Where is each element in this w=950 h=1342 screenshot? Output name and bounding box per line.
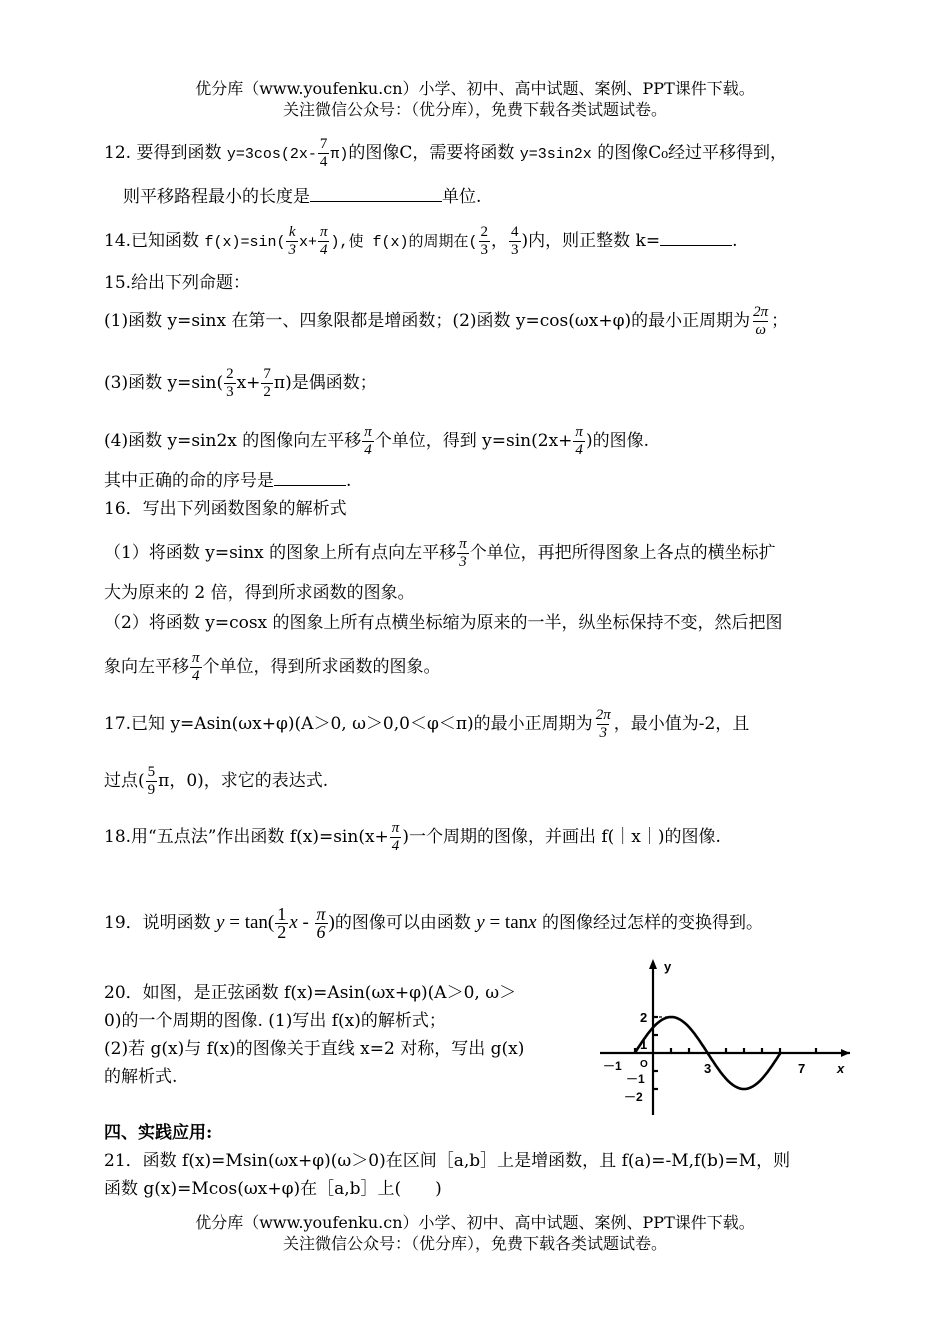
question-16-part-2-cont: 象向左平移 $\frac{\pi}{4}$ 个单位，得到所求函数的图象。 bbox=[104, 650, 441, 684]
question-20-line-4: 的解析式. bbox=[104, 1067, 178, 1087]
question-15-line-1: (1)函数 y=sinx 在第一、四象限都是增函数；(2)函数 y=cos(ωx+φ)的最小正周期为 $\frac{2\pi}{\omega}$ ； bbox=[104, 304, 789, 338]
question-16-title: 16．写出下列函数图象的解析式 bbox=[104, 499, 347, 519]
question-16-part-1-cont: 大为原来的 2 倍，得到所求函数的图象。 bbox=[104, 583, 415, 603]
footer-line-2: 关注微信公众号：（优分库），免费下载各类试题试卷。 bbox=[282, 1234, 667, 1253]
tick-label-y2: 2 bbox=[640, 1010, 648, 1025]
question-21-line-2: 函数 g(x)=Mcos(ωx+φ)在［a,b］上( ) bbox=[104, 1179, 442, 1199]
question-18: 18.用“五点法”作出函数 f(x)=sin(x+ $\frac{\pi}{4}$ )一个周期的图像，并画出 f(｜x｜)的图像. bbox=[104, 820, 721, 854]
question-15-answer: 其中正确的命的序号是 . bbox=[104, 471, 352, 491]
question-19: 19．说明函数 y = tan( $\frac{1}{2}$ x - $\frac{\pi}{6}$ )的图像可以由函数 y = tanx 的图像经过怎样的变换得到。 bbox=[104, 904, 763, 942]
tick-label-x3: 3 bbox=[704, 1061, 712, 1076]
question-16-part-1: （1）将函数 y=sinx 的图象上所有点向左平移 $\frac{\pi}{3}$ 个单位，再把所得图象上各点的横坐标扩 bbox=[104, 536, 776, 570]
question-15-line-3: (4)函数 y=sin2x 的图像向左平移 $\frac{\pi}{4}$ 个单位，得到 y=sin(2x+ $\frac{\pi}{4}$ )的图像. bbox=[104, 424, 649, 458]
page-header bbox=[0, 78, 950, 120]
header-line-2: 关注微信公众号：（优分库），免费下载各类试题试卷。 bbox=[282, 100, 667, 119]
y-axis-label: y bbox=[664, 959, 672, 974]
y-axis-arrow bbox=[649, 959, 657, 969]
question-20-line-2: 0)的一个周期的图像. (1)写出 f(x)的解析式； bbox=[104, 1011, 446, 1031]
header-line-1: 优分库（www.youfenku.cn）小学、初中、高中试题、案例、PPT课件下载。 bbox=[195, 79, 755, 98]
sine-graph bbox=[598, 955, 860, 1120]
page-footer bbox=[0, 1212, 950, 1254]
section-4-title: 四、实践应用: bbox=[104, 1123, 213, 1143]
tick-label-y1: 1 bbox=[640, 1037, 648, 1052]
answer-blank[interactable] bbox=[660, 245, 732, 246]
answer-blank[interactable] bbox=[310, 201, 442, 202]
tick-label-x7: 7 bbox=[798, 1061, 806, 1076]
tick-label-ym2: －2 bbox=[624, 1090, 643, 1104]
question-16-part-2: （2）将函数 y=cosx 的图象上所有点横坐标缩为原来的一半，纵坐标保持不变，然后把图 bbox=[104, 613, 783, 633]
question-12-line-2: 则平移路程最小的长度是 单位. bbox=[123, 187, 482, 207]
question-20-line-1: 20．如图，是正弦函数 f(x)=Asin(ωx+φ)(A＞0, ω＞ bbox=[104, 983, 517, 1003]
question-14: 14.已知函数 f(x)=sin( $\frac{k}{3}$ x+ $\frac{\pi}{4}$ ),使 f(x)的周期在( $\frac{2}{3}$ ， $\frac{4}{3}$ )内，则正整数 k= . bbox=[104, 224, 738, 258]
question-21-line-1: 21．函数 f(x)=Msin(ωx+φ)(ω＞0)在区间［a,b］上是增函数，且 f(a)=-M,f(b)=M，则 bbox=[104, 1151, 791, 1171]
answer-blank[interactable] bbox=[274, 485, 346, 486]
question-17-line-1: 17.已知 y=Asin(ωx+φ)(A＞0, ω＞0,0＜φ＜π)的最小正周期为 $\frac{2\pi}{3}$ ，最小值为-2，且 bbox=[104, 707, 750, 741]
x-axis-arrow bbox=[841, 1049, 850, 1057]
fraction: $\frac{7}{4}$ bbox=[319, 136, 328, 170]
tick-label-xm1: －1 bbox=[603, 1059, 622, 1073]
x-axis-label: x bbox=[837, 1061, 845, 1076]
question-20-line-3: (2)若 g(x)与 f(x)的图像关于直线 x=2 对称，写出 g(x) bbox=[104, 1039, 525, 1059]
question-15-line-2: (3)函数 y=sin( $\frac{2}{3}$ x+ $\frac{7}{2}$ π)是偶函数； bbox=[104, 366, 377, 400]
footer-line-1: 优分库（www.youfenku.cn）小学、初中、高中试题、案例、PPT课件下载。 bbox=[195, 1213, 755, 1232]
question-12-line-1: 12. 要得到函数 y=3cos(2x- $\frac{7}{4}$ π)的图像C，需要将函数 y=3sin2x 的图像C₀经过平移得到， bbox=[104, 136, 788, 170]
origin-label: O bbox=[640, 1059, 648, 1070]
question-17-line-2: 过点( $\frac{5}{9}$ π，0)，求它的表达式. bbox=[104, 764, 329, 798]
tick-label-ym1: －1 bbox=[626, 1072, 645, 1086]
question-15-title: 15.给出下列命题： bbox=[104, 273, 251, 293]
